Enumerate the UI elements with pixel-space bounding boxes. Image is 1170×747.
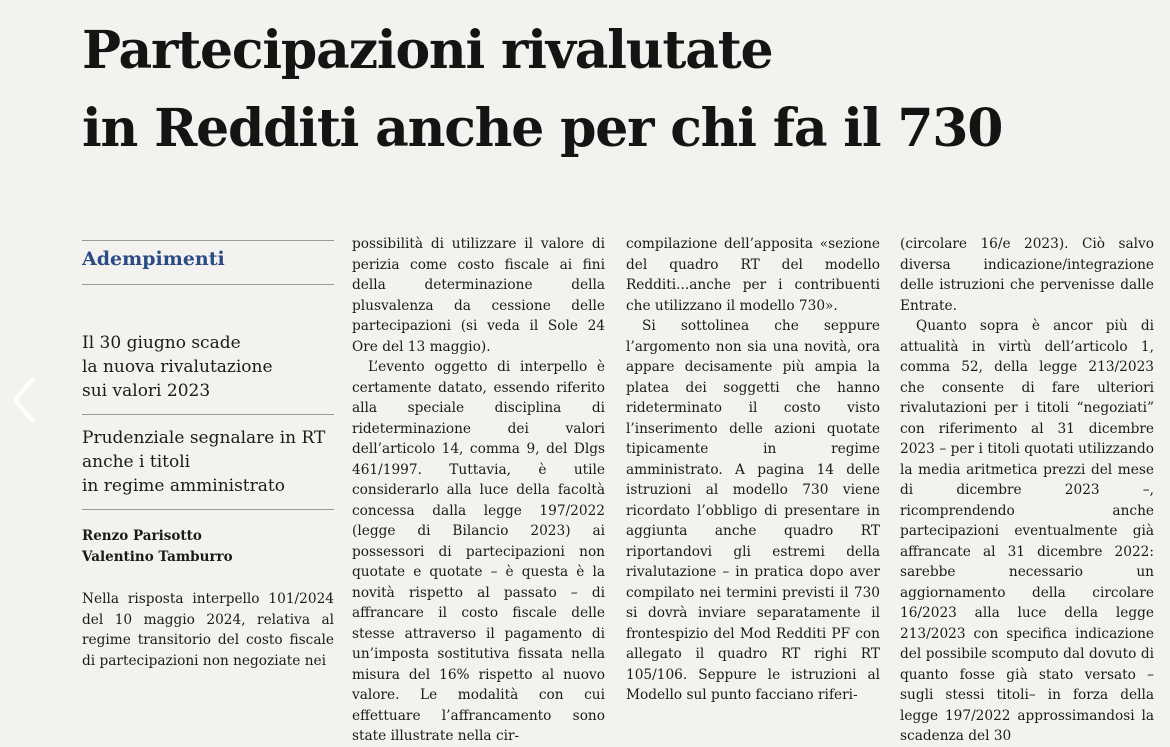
subheading-1	[82, 331, 334, 403]
previous-page-button[interactable]	[0, 345, 48, 455]
body-paragraph: L’evento oggetto di interpello è certamente datato, essendo riferito alla speciale disciplina di rideterminazione dei valori dell’articolo 14, comma 9, del Dlgs 461/1997. Tuttavia, è utile considerarlo alla luce della facoltà concessa dalla legge 197/2022 (legge di Bilancio 2023) ai possessori di partecipazioni non quotate e quotate – è questa è la novità rispetto al passato – di affrancare il costo fiscale delle stesse attraverso il pagamento di un’imposta sostitutiva fissata nella misura del 16% rispetto al nuovo valore. Le modalità con cui effettuare l’affrancamento sono state illustrate nella cir-	[352, 359, 605, 744]
author-name: Valentino Tamburro	[82, 549, 233, 565]
text-column-4	[900, 234, 1154, 747]
subheading-line: Il 30 giugno scade	[82, 333, 241, 353]
subheading-line: anche i titoli	[82, 452, 191, 472]
body-paragraph: possibilità di utilizzare il valore di perizia come costo fiscale ai fini della determinazione della plusvalenza da cessione delle partecipazioni (si veda il Sole 24 Ore del 13 maggio).	[352, 236, 605, 355]
body-paragraph: Si sottolinea che seppure l’argomento non sia una novità, ora appare decisamente più ampia la platea dei soggetti che hanno rideterminato il costo visto l’inserimento delle azioni quotate tipicamente in regime amministrato. A pagina 14 delle istruzioni al modello 730 viene ricordato l’obbligo di presentare in aggiunta anche quadro RT riportandovi gli estremi della rivalutazione – in pratica dopo aver compilato nei termini previsti il 730 si dovrà inviare separatamente il frontespizio del Mod Redditi PF con allegato il quadro RT righi RT 105/106. Seppure le istruzioni al Modello sul punto facciano riferi-	[626, 318, 880, 703]
body-paragraph: compilazione dell’apposita «sezione del quadro RT del modello Redditi...anche per i contribuenti che utilizzano il modello 730».	[626, 236, 880, 314]
body-paragraph: Quanto sopra è ancor più di attualità in virtù dell’articolo 1, comma 52, della legge 213/2023 che consente di fare ulteriori rivalutazioni per i titoli “negoziati” con riferimento al 31 dicembre 2023 – per i titoli quotati utilizzando la media aritmetica prezzi del mese di dicembre 2023 –, ricomprendendo anche partecipazioni eventualmente già affrancate al 31 dicembre 2022: sarebbe necessario un aggiornamento della circolare 16/2023 alla luce della legge 213/2023 con specifica indicazione del possibile scomputo dal dovuto di quanto fosse già stato versato – sugli stessi titoli– in forza della legge 197/2022 approssimandosi la scadenza del 30	[900, 318, 1154, 744]
subheading-2	[82, 426, 334, 498]
byline	[82, 526, 334, 568]
headline	[82, 12, 1162, 168]
subheading-line: sui valori 2023	[82, 381, 211, 401]
text-column-2	[352, 234, 605, 747]
text-column-3	[626, 234, 880, 706]
chevron-left-icon	[9, 375, 39, 425]
section-label: Adempimenti	[82, 248, 225, 270]
divider	[82, 240, 334, 241]
subheading-line: in regime amministrato	[82, 476, 285, 496]
subheading-line: Prudenziale segnalare in RT	[82, 428, 326, 448]
sidebar	[82, 240, 334, 671]
headline-line-2: in Redditi anche per chi fa il 730	[82, 98, 1003, 159]
author-name: Renzo Parisotto	[82, 528, 202, 544]
subheading-line: la nuova rivalutazione	[82, 357, 273, 377]
headline-line-1: Partecipazioni rivalutate	[82, 20, 773, 81]
body-paragraph: (circolare 16/e 2023). Ciò salvo diversa indicazione/integrazione delle istruzioni che pervenisse dalle Entrate.	[900, 236, 1154, 314]
body-paragraph: Nella risposta interpello 101/2024 del 10 maggio 2024, relativa al regime transitorio del costo fiscale di partecipazioni non negoziate nei	[82, 591, 334, 669]
